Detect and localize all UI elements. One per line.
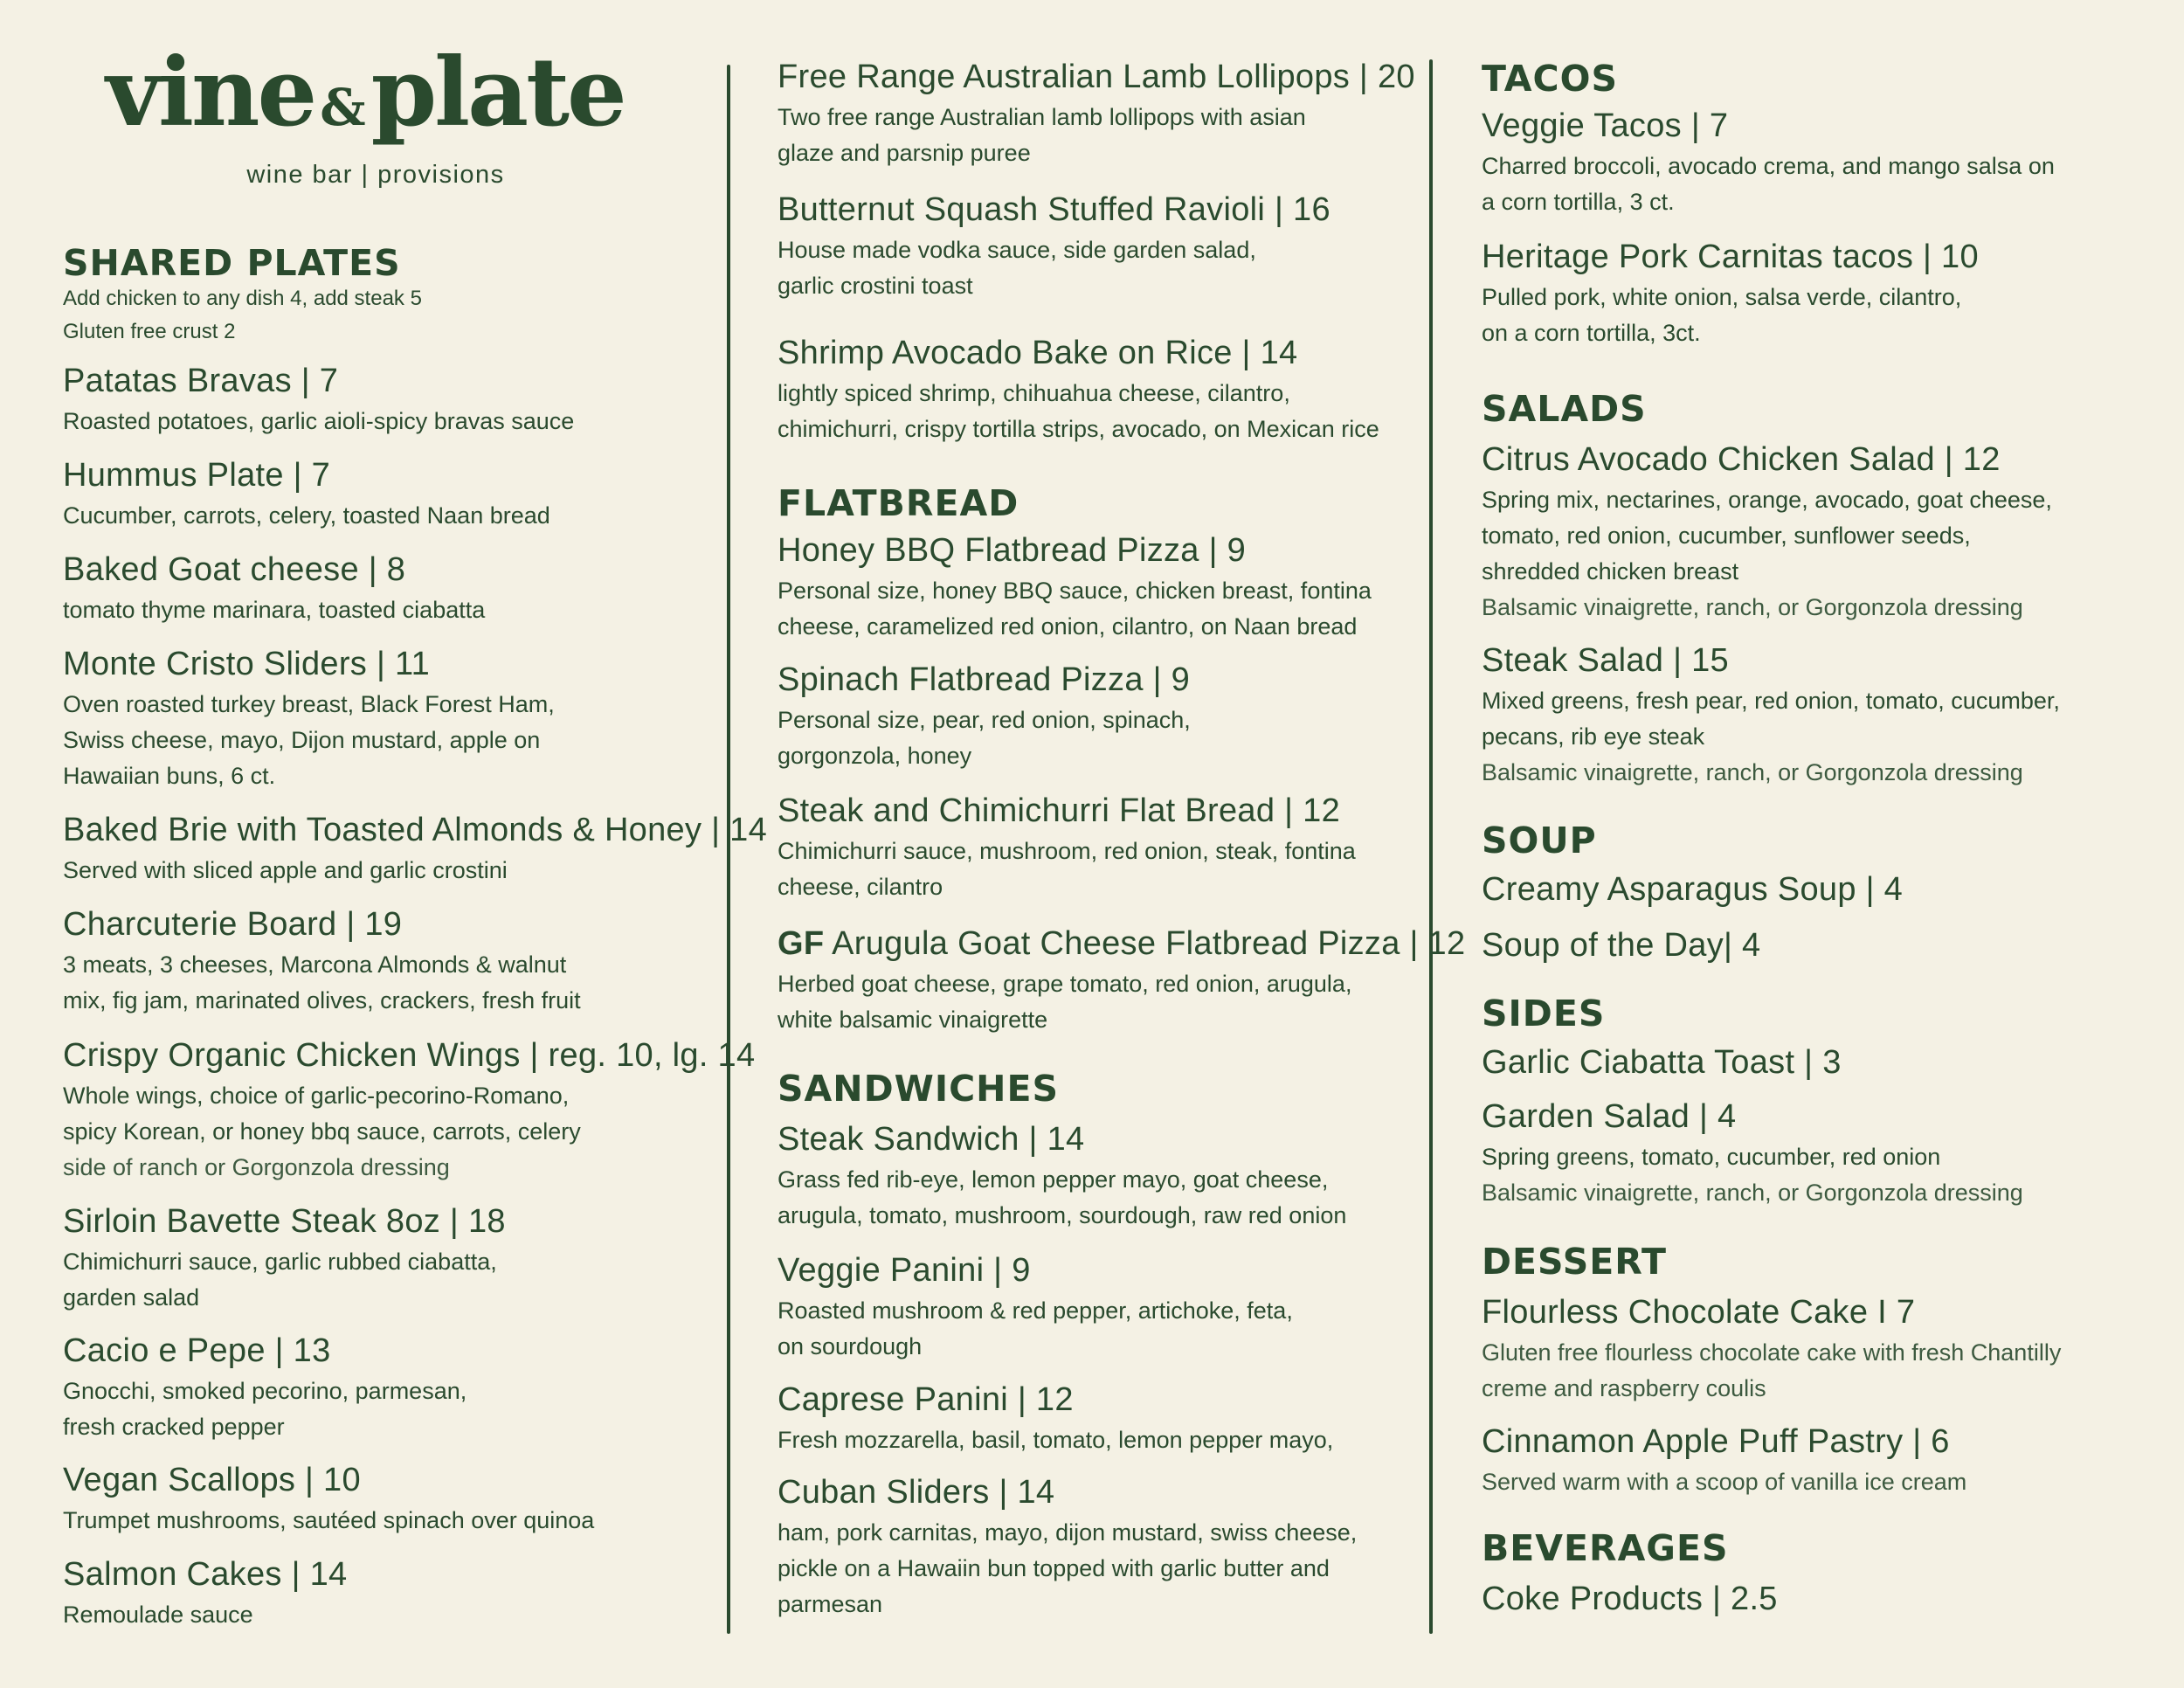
menu-item-description: parmesan (778, 1591, 883, 1617)
menu-item-description: Fresh mozzarella, basil, tomato, lemon pepper mayo, (778, 1427, 1334, 1453)
menu-item-title: Veggie Tacos | 7 (1482, 107, 1729, 144)
menu-item-description: arugula, tomato, mushroom, sourdough, raw red onion (778, 1202, 1347, 1228)
menu-item-title: Charcuterie Board | 19 (63, 906, 403, 943)
menu-item-description: Mixed greens, fresh pear, red onion, tomato, cucumber, (1482, 688, 2060, 714)
menu-item-description: Roasted potatoes, garlic aioli-spicy bravas sauce (63, 408, 575, 434)
menu-item-description: pecans, rib eye steak (1482, 723, 1705, 750)
menu-item-title: Baked Brie with Toasted Almonds & Honey | 14 (63, 812, 768, 848)
menu-item-description: a corn tortilla, 3 ct. (1482, 189, 1675, 215)
menu-item-description: Spring greens, tomato, cucumber, red onion (1482, 1144, 1941, 1170)
menu-item-title: Shrimp Avocado Bake on Rice | 14 (778, 335, 1298, 371)
menu-item-title: Monte Cristo Sliders | 11 (63, 646, 431, 682)
brand-name-part1: vine (106, 38, 315, 148)
menu-item-title: Garlic Ciabatta Toast | 3 (1482, 1044, 1842, 1081)
menu-item-title: Cacio e Pepe | 13 (63, 1332, 331, 1369)
menu-item-description: tomato, red onion, cucumber, sunflower seeds, (1482, 522, 1971, 549)
menu-item-steak-sandwich (778, 1120, 1346, 1234)
menu-item-title: Salmon Cakes | 14 (63, 1556, 348, 1593)
menu-item-description: lightly spiced shrimp, chihuahua cheese, cilantro, (778, 380, 1290, 406)
menu-item-creamy-asparagus-soup (1482, 870, 1903, 909)
menu-item-description: spicy Korean, or honey bbq sauce, carrots, celery (63, 1118, 581, 1145)
menu-item-cinnamon-apple-puff-pastry (1482, 1422, 1966, 1500)
menu-item-description: Served with sliced apple and garlic crostini (63, 857, 508, 883)
section-title-salads: SALADS (1482, 388, 1647, 430)
menu-item-description: Two free range Australian lamb lollipops with asian (778, 104, 1306, 130)
menu-item-title: Sirloin Bavette Steak 8oz | 18 (63, 1203, 506, 1240)
section-title-dessert: DESSERT (1482, 1241, 1667, 1283)
menu-item-name: Arugula Goat Cheese Flatbread Pizza | 12 (832, 925, 1466, 962)
menu-item-description: Gluten free flourless chocolate cake with fresh Chantilly (1482, 1339, 2062, 1366)
menu-item-title: Hummus Plate | 7 (63, 457, 331, 494)
menu-item-description: on a corn tortilla, 3ct. (1482, 320, 1701, 346)
menu-item-description: glaze and parsnip puree (778, 140, 1031, 166)
menu-item-title: Cuban Sliders | 14 (778, 1474, 1055, 1511)
menu-item-description: Charred broccoli, avocado crema, and mango salsa on (1482, 153, 2055, 179)
menu-item-title: Steak Salad | 15 (1482, 642, 1729, 679)
menu-item-dressing-note: side of ranch or Gorgonzola dressing (63, 1154, 450, 1180)
menu-item-title (778, 924, 1465, 963)
menu-item-shrimp-avocado-bake (778, 334, 1379, 447)
brand-ampersand: & (320, 78, 366, 137)
menu-item-description: shredded chicken breast (1482, 558, 1739, 585)
menu-item-cacio-e-pepe (63, 1332, 467, 1445)
menu-item-description: cheese, cilantro (778, 874, 943, 900)
menu-item-veggie-tacos (1482, 107, 2055, 220)
menu-item-spinach-flatbread (778, 661, 1191, 774)
menu-item-description: Cucumber, carrots, celery, toasted Naan bread (63, 502, 550, 529)
menu-item-description: Gnocchi, smoked pecorino, parmesan, (63, 1378, 467, 1404)
menu-item-title: Garden Salad | 4 (1482, 1098, 1737, 1135)
menu-item-description: 3 meats, 3 cheeses, Marcona Almonds & walnut (63, 951, 567, 978)
section-title-sandwiches: SANDWICHES (778, 1068, 1060, 1110)
menu-item-description: Personal size, honey BBQ sauce, chicken breast, fontina (778, 578, 1372, 604)
menu-item-title: Creamy Asparagus Soup | 4 (1482, 871, 1904, 908)
menu-item-description: garden salad (63, 1284, 200, 1311)
menu-item-description: Hawaiian buns, 6 ct. (63, 763, 276, 789)
menu-item-title: Heritage Pork Carnitas tacos | 10 (1482, 239, 1979, 275)
menu-item-description: pickle on a Hawaiin bun topped with garlic butter and (778, 1555, 1330, 1581)
menu-item-garden-salad (1482, 1097, 2023, 1211)
menu-item-sirloin-bavette-steak (63, 1202, 506, 1316)
menu-item-honey-bbq-flatbread (778, 531, 1372, 645)
menu-item-coke-products (1482, 1580, 1778, 1618)
menu-item-title: Caprese Panini | 12 (778, 1381, 1074, 1418)
menu-item-title: Steak Sandwich | 14 (778, 1121, 1085, 1158)
menu-item-steak-chimichurri-flatbread (778, 792, 1356, 905)
section-title-sides: SIDES (1482, 993, 1606, 1034)
menu-item-description: Remoulade sauce (63, 1602, 253, 1628)
menu-item-caprese-panini (778, 1380, 1333, 1458)
menu-item-flourless-chocolate-cake (1482, 1293, 2061, 1407)
menu-item-title: Free Range Australian Lamb Lollipops | 20 (778, 59, 1415, 95)
menu-item-title: Soup of the Day| 4 (1482, 927, 1761, 964)
menu-item-cuban-sliders (778, 1473, 1357, 1622)
menu-item-monte-cristo-sliders (63, 645, 555, 794)
menu-item-pork-carnitas-tacos (1482, 238, 1979, 351)
menu-item-title: Cinnamon Apple Puff Pastry | 6 (1482, 1423, 1950, 1460)
menu-item-title: Spinach Flatbread Pizza | 9 (778, 661, 1191, 698)
menu-item-description: Oven roasted turkey breast, Black Forest Ham, (63, 691, 555, 717)
menu-item-dressing-note: Balsamic vinaigrette, ranch, or Gorgonzola dressing (1482, 1180, 2023, 1206)
menu-item-butternut-ravioli (778, 190, 1330, 304)
menu-item-title: Butternut Squash Stuffed Ravioli | 16 (778, 191, 1330, 228)
menu-item-description: Chimichurri sauce, garlic rubbed ciabatta, (63, 1249, 497, 1275)
menu-item-description: Swiss cheese, mayo, Dijon mustard, apple on (63, 727, 541, 753)
gluten-free-badge: GF (778, 925, 825, 962)
menu-item-description: ham, pork carnitas, mayo, dijon mustard, swiss cheese, (778, 1519, 1358, 1546)
menu-item-description: Grass fed rib-eye, lemon pepper mayo, goat cheese, (778, 1166, 1329, 1193)
menu-item-title: Baked Goat cheese | 8 (63, 551, 406, 588)
section-title-beverages: BEVERAGES (1482, 1527, 1729, 1569)
menu-item-title: Coke Products | 2.5 (1482, 1581, 1778, 1617)
menu-item-veggie-panini (778, 1251, 1293, 1365)
menu-item-description: on sourdough (778, 1333, 923, 1359)
menu-item-description: white balsamic vinaigrette (778, 1007, 1048, 1033)
menu-item-charcuterie-board (63, 905, 581, 1019)
menu-item-title: Citrus Avocado Chicken Salad | 12 (1482, 441, 2001, 478)
menu-item-title: Vegan Scallops | 10 (63, 1462, 361, 1498)
menu-item-baked-goat-cheese (63, 550, 485, 628)
menu-item-description: fresh cracked pepper (63, 1414, 285, 1440)
menu-item-dressing-note: Balsamic vinaigrette, ranch, or Gorgonzola dressing (1482, 759, 2023, 785)
menu-item-description: mix, fig jam, marinated olives, crackers, fresh fruit (63, 987, 581, 1013)
menu-item-salmon-cakes (63, 1555, 347, 1633)
section-title-tacos: TACOS (1482, 58, 1618, 100)
menu-item-description: Herbed goat cheese, grape tomato, red onion, arugula, (778, 971, 1352, 997)
menu-item-patatas-bravas (63, 362, 574, 439)
menu-item-description: cheese, caramelized red onion, cilantro, on Naan bread (778, 613, 1358, 640)
brand-logo (0, 38, 730, 148)
brand-name-part2: plate (370, 38, 625, 148)
menu-item-description: House made vodka sauce, side garden salad, (778, 237, 1256, 263)
menu-item-description: Roasted mushroom & red pepper, artichoke, feta, (778, 1297, 1293, 1324)
menu-item-chicken-wings (63, 1036, 755, 1186)
section-title-soup: SOUP (1482, 820, 1597, 861)
menu-item-citrus-avocado-chicken-salad (1482, 440, 2052, 626)
menu-item-dressing-note: Balsamic vinaigrette, ranch, or Gorgonzola dressing (1482, 594, 2023, 620)
menu-item-title: Honey BBQ Flatbread Pizza | 9 (778, 532, 1247, 569)
menu-item-description: tomato thyme marinara, toasted ciabatta (63, 597, 486, 623)
section-title-shared-plates: SHARED PLATES (63, 242, 401, 284)
column-divider-right (1429, 59, 1433, 1634)
menu-item-lamb-lollipops (778, 58, 1415, 171)
menu-item-title: Veggie Panini | 9 (778, 1252, 1031, 1289)
menu-item-description: Whole wings, choice of garlic-pecorino-Romano, (63, 1083, 570, 1109)
menu-item-description: creme and raspberry coulis (1482, 1375, 1766, 1401)
menu-item-description: Chimichurri sauce, mushroom, red onion, steak, fontina (778, 838, 1356, 864)
menu-item-description: Served warm with a scoop of vanilla ice cream (1482, 1469, 1967, 1495)
menu-item-title: Flourless Chocolate Cake I 7 (1482, 1294, 1916, 1331)
menu-item-title: Crispy Organic Chicken Wings | reg. 10, lg. 14 (63, 1037, 756, 1074)
menu-item-title: Steak and Chimichurri Flat Bread | 12 (778, 792, 1341, 829)
menu-item-description: gorgonzola, honey (778, 743, 972, 769)
menu-item-title: Patatas Bravas | 7 (63, 363, 339, 399)
menu-item-description: Personal size, pear, red onion, spinach, (778, 707, 1191, 733)
section-note: Add chicken to any dish 4, add steak 5 (63, 287, 422, 310)
menu-item-arugula-goat-cheese-flatbread (778, 924, 1465, 1038)
menu-item-soup-of-the-day (1482, 926, 1760, 965)
menu-item-description: Spring mix, nectarines, orange, avocado, goat cheese, (1482, 487, 2052, 513)
menu-item-hummus-plate (63, 456, 550, 534)
menu-item-vegan-scallops (63, 1461, 594, 1539)
menu-item-description: chimichurri, crispy tortilla strips, avocado, on Mexican rice (778, 416, 1379, 442)
brand-tagline: wine bar | provisions (246, 161, 505, 189)
menu-item-description: Trumpet mushrooms, sautéed spinach over quinoa (63, 1507, 595, 1533)
menu-item-baked-brie (63, 811, 767, 889)
menu-item-steak-salad (1482, 641, 2060, 791)
menu-item-garlic-ciabatta-toast (1482, 1043, 1842, 1082)
section-title-flatbread: FLATBREAD (778, 482, 1019, 524)
section-note: Gluten free crust 2 (63, 320, 236, 343)
menu-item-description: Pulled pork, white onion, salsa verde, cilantro, (1482, 284, 1962, 310)
menu-item-description: garlic crostini toast (778, 273, 973, 299)
